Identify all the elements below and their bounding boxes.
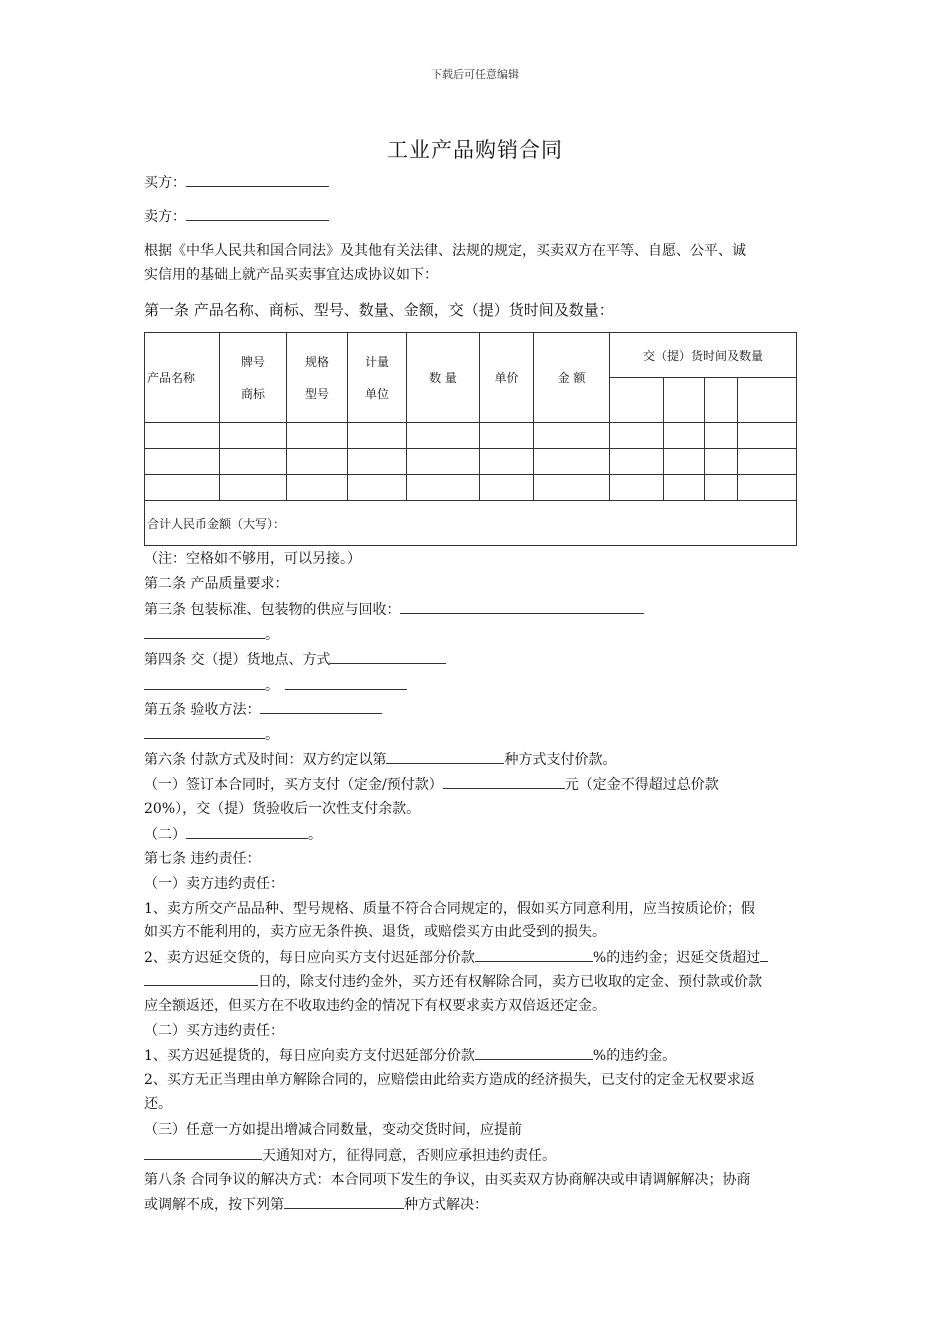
col-spec: 规格 型号	[287, 333, 348, 423]
article-7-2-2a: 2、买方无正当理由单方解除合同的，应赔偿由此给卖方造成的经济损失，已支付的定金无权要求返	[144, 1072, 755, 1088]
packaging-field[interactable]	[400, 599, 644, 614]
buyer-field[interactable]	[186, 172, 329, 187]
col-amount: 金 额	[534, 333, 610, 423]
article-7-1-2d: 应全额返还，但买方在不收取违约金的情况下有权要求卖方双倍返还定金。	[144, 998, 606, 1014]
article-6-2: （二） 。	[144, 824, 322, 845]
article-7-1-2c: 日的，除支付违约金外，买方还有权解除合同，卖方已收取的定金、预付款或价款	[144, 971, 762, 992]
delay-days-field[interactable]	[144, 971, 258, 986]
article-7-2-1: 1、买方迟延提货的，每日应向卖方支付迟延部分价款 %的违约金。	[144, 1045, 676, 1066]
article-2: 第二条 产品质量要求：	[144, 576, 289, 592]
seller-field[interactable]	[186, 206, 329, 221]
document-title: 工业产品购销合同	[387, 138, 563, 162]
article-8a: 第八条 合同争议的解决方式：本合同项下发生的争议，由买卖双方协商解决或申请调解解决；协商	[144, 1172, 751, 1188]
article-7-1: （一）卖方违约责任：	[144, 876, 284, 892]
deposit-amount-field[interactable]	[443, 774, 565, 789]
delivery-method-field-2[interactable]	[285, 675, 407, 690]
buyer-penalty-rate-field[interactable]	[475, 1045, 593, 1060]
acceptance-field[interactable]	[260, 699, 382, 714]
article-6-1-cont: 20%），交（提）货验收后一次性支付余款。	[144, 801, 421, 817]
acceptance-field-2[interactable]	[144, 724, 265, 739]
payment-method-field[interactable]	[386, 749, 504, 764]
table-note: （注：空格如不够用，可以另接。）	[144, 551, 361, 567]
delivery-sub-2[interactable]	[664, 378, 705, 423]
article-7-3b: 天通知对方，征得同意，否则应承担违约责任。	[144, 1145, 556, 1166]
intro-line-2: 实信用的基础上就产品买卖事宜达成协议如下：	[144, 267, 438, 283]
col-quantity: 数 量	[407, 333, 480, 423]
col-unit: 计量 单位	[348, 333, 407, 423]
article-7-2: （二）买方违约责任：	[144, 1023, 284, 1039]
seller-label: 卖方：	[144, 209, 186, 225]
article-1-heading: 第一条 产品名称、商标、型号、数量、金额，交（提）货时间及数量：	[144, 301, 614, 319]
article-3-cont: 。	[144, 624, 279, 645]
delivery-sub-3[interactable]	[705, 378, 738, 423]
buyer-line	[144, 172, 329, 193]
article-7-3a: （三）任意一方如提出增减合同数量，变动交货时间，应提前	[144, 1122, 522, 1138]
seller-line	[144, 206, 329, 227]
article-4: 第四条 交（提）货地点、方式	[144, 649, 446, 670]
article-5-cont: 。	[144, 724, 279, 745]
table-row	[145, 475, 797, 501]
article-7-2-2b: 还。	[144, 1096, 172, 1112]
notice-days-field[interactable]	[144, 1145, 262, 1160]
header-note: 下载后可任意编辑	[431, 68, 519, 81]
article-5: 第五条 验收方法：	[144, 699, 382, 720]
article-4-cont: 。	[144, 675, 407, 696]
packaging-field-2[interactable]	[144, 624, 265, 639]
table-row	[145, 449, 797, 475]
dispute-method-field[interactable]	[284, 1194, 404, 1209]
delivery-method-field[interactable]	[144, 675, 265, 690]
seller-penalty-rate-field[interactable]	[475, 947, 593, 962]
col-delivery: 交（提）货时间及数量	[610, 333, 797, 378]
article-7-1-2a: 2、卖方迟延交货的，每日应向买方支付迟延部分价款 %的违约金；迟延交货超过	[144, 947, 768, 968]
col-product-name: 产品名称	[145, 333, 220, 423]
article-7-1-1a: 1、卖方所交产品品种、型号规格、质量不符合合同规定的，假如买方同意利用，应当按质论价；假	[144, 901, 755, 917]
delivery-place-field[interactable]	[330, 649, 446, 664]
buyer-label: 买方：	[144, 175, 186, 191]
intro-line-1: 根据《中华人民共和国合同法》及其他有关法律、法规的规定，买卖双方在平等、自愿、公平、诚	[144, 243, 746, 259]
delivery-sub-4[interactable]	[738, 378, 797, 423]
article-8b: 或调解不成，按下列第 种方式解决：	[144, 1194, 488, 1215]
article-7: 第七条 违约责任：	[144, 851, 261, 867]
total-amount-row[interactable]: 合计人民币金额（大写）：	[145, 501, 797, 546]
col-brand: 牌号 商标	[220, 333, 287, 423]
article-7-1-1b: 如买方不能利用的，卖方应无条件换、退货，或赔偿买方由此受到的损失。	[144, 924, 606, 940]
col-unit-price: 单价	[480, 333, 534, 423]
payment-other-field[interactable]	[186, 824, 308, 839]
product-table	[144, 332, 797, 546]
article-6-1: （一）签订本合同时，买方支付（定金/预付款） 元（定金不得超过总价款	[144, 774, 719, 795]
delivery-sub-1[interactable]	[610, 378, 664, 423]
article-6: 第六条 付款方式及时间：双方约定以第 种方式支付价款。	[144, 749, 616, 770]
table-row	[145, 423, 797, 449]
article-3: 第三条 包装标准、包装物的供应与回收：	[144, 599, 644, 620]
